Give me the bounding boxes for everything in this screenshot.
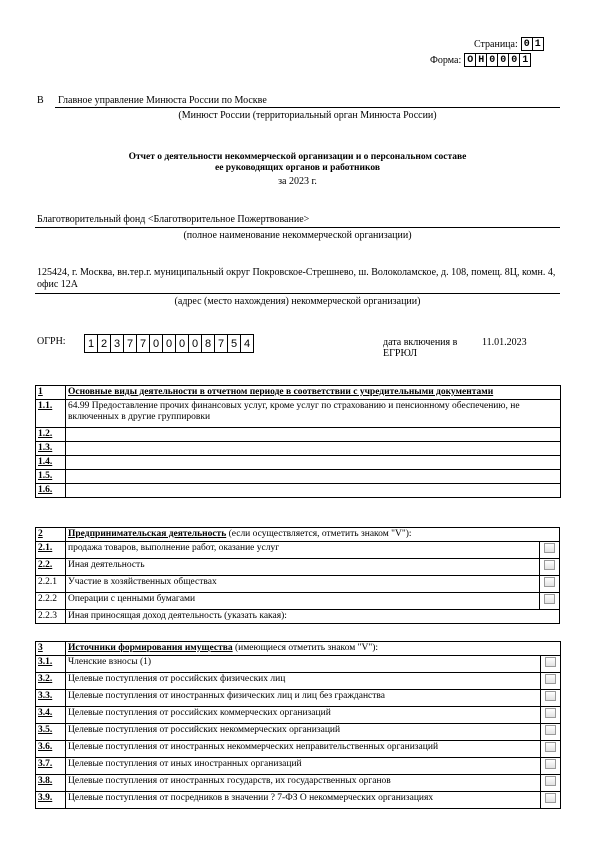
form-code-group [430, 53, 531, 67]
row-number: 2.1. [36, 542, 66, 559]
row-checkbox-cell [541, 656, 561, 673]
row-label[interactable]: Иная приносящая доход деятельность (указать какая): [66, 610, 560, 624]
checkbox[interactable] [544, 543, 555, 553]
section3-title: Источники формирования имущества [68, 643, 233, 653]
page-number-cell: 1 [532, 37, 544, 51]
section3-table [35, 641, 561, 809]
row-number: 1.3. [36, 442, 66, 456]
row-label: Участие в хозяйственных обществах [66, 576, 540, 593]
section1-number: 1 [36, 386, 66, 400]
row-number: 3.3. [36, 690, 66, 707]
row-label: Операции с ценными бумагами [66, 593, 540, 610]
ogrn-label: ОГРН: [37, 336, 66, 347]
section1-header-row [36, 386, 561, 400]
row-checkbox-cell [540, 559, 560, 576]
section3-row [36, 707, 561, 724]
row-number: 1.2. [36, 428, 66, 442]
ogrn-digit-cell: 0 [188, 334, 202, 353]
checkbox[interactable] [544, 577, 555, 587]
activity-text[interactable] [66, 442, 561, 456]
form-code-cell: Н [475, 53, 487, 67]
section3-row [36, 724, 561, 741]
checkbox[interactable] [545, 674, 556, 684]
row-checkbox-cell [541, 707, 561, 724]
section2-row [36, 576, 560, 593]
activity-text[interactable] [66, 484, 561, 498]
ogrn-digit-cell: 4 [240, 334, 254, 353]
row-checkbox-cell [541, 775, 561, 792]
checkbox[interactable] [544, 594, 555, 604]
section3-header-row [36, 642, 561, 656]
organization-name-underline [35, 227, 560, 228]
checkbox[interactable] [545, 742, 556, 752]
row-number: 1.5. [36, 470, 66, 484]
row-number: 1.1. [36, 400, 66, 428]
section2-header-row [36, 528, 560, 542]
ogrn-digit-cell: 3 [110, 334, 124, 353]
checkbox[interactable] [545, 657, 556, 667]
egrul-label: дата включения в ЕГРЮЛ [383, 337, 458, 359]
organization-address-underline [35, 293, 560, 294]
organization-name-caption: (полное наименование некоммерческой организации) [183, 230, 412, 241]
row-checkbox-cell [541, 724, 561, 741]
row-label: Целевые поступления от российских коммерческих организаций [66, 707, 541, 724]
section2-title: Предпринимательская деятельность [68, 529, 227, 539]
row-label: продажа товаров, выполнение работ, оказание услуг [66, 542, 540, 559]
recipient-caption: (Минюст России (территориальный орган Минюста России) [178, 110, 437, 121]
ogrn-digit-cell: 8 [201, 334, 215, 353]
ogrn-digit-cell: 7 [123, 334, 137, 353]
row-number: 3.2. [36, 673, 66, 690]
row-number: 3.5. [36, 724, 66, 741]
form-code-cell: 1 [519, 53, 531, 67]
section2-row [36, 559, 560, 576]
row-checkbox-cell [541, 741, 561, 758]
section3-row [36, 690, 561, 707]
form-label: Форма: [430, 54, 462, 66]
row-number: 3.7. [36, 758, 66, 775]
row-checkbox-cell [541, 792, 561, 809]
checkbox[interactable] [545, 776, 556, 786]
checkbox[interactable] [544, 560, 555, 570]
form-code-cells [465, 53, 531, 67]
organization-address: 125424, г. Москва, вн.тер.г. муниципальный округ Покровское-Стрешнево, ш. Волоколамское, д. 108, помещ. 8Ц, комн. 4, офис 12А [37, 267, 556, 290]
activity-text[interactable] [66, 456, 561, 470]
section1-row [36, 428, 561, 442]
organization-name: Благотворительный фонд <Благотворительное Пожертвование> [37, 214, 310, 225]
form-code-cell: 0 [508, 53, 520, 67]
row-checkbox-cell [541, 673, 561, 690]
activity-text[interactable] [66, 428, 561, 442]
ogrn-digit-cell: 7 [136, 334, 150, 353]
row-number: 3.8. [36, 775, 66, 792]
section1-row [36, 470, 561, 484]
section3-row [36, 758, 561, 775]
egrul-date: 11.01.2023 [482, 337, 527, 348]
ogrn-cells [85, 334, 254, 353]
section2-row [36, 593, 560, 610]
page-number-group [474, 37, 544, 51]
row-number: 1.4. [36, 456, 66, 470]
row-number: 3.6. [36, 741, 66, 758]
section3-row [36, 741, 561, 758]
form-code-cell: 0 [497, 53, 509, 67]
checkbox[interactable] [545, 725, 556, 735]
row-checkbox-cell [540, 593, 560, 610]
row-checkbox-cell [540, 576, 560, 593]
ogrn-digit-cell: 0 [175, 334, 189, 353]
row-number: 2.2.2 [36, 593, 66, 610]
activity-text[interactable] [66, 470, 561, 484]
ogrn-digit-cell: 2 [97, 334, 111, 353]
section1-row [36, 442, 561, 456]
row-number: 2.2.1 [36, 576, 66, 593]
section3-title-note: (имеющиеся отметить знаком "V"): [232, 643, 379, 653]
section1-row [36, 456, 561, 470]
ogrn-digit-cell: 0 [149, 334, 163, 353]
activity-text[interactable]: 64.99 Предоставление прочих финансовых услуг, кроме услуг по страхованию и пенсионному обеспечению, не включенных в другие группировки [66, 400, 561, 428]
section2-row [36, 542, 560, 559]
row-checkbox-cell [540, 542, 560, 559]
page-number-cell: 0 [521, 37, 533, 51]
row-checkbox-cell [541, 690, 561, 707]
row-label: Иная деятельность [66, 559, 540, 576]
section1-row [36, 484, 561, 498]
row-label: Целевые поступления от российских некоммерческих организаций [66, 724, 541, 741]
section3-row [36, 792, 561, 809]
section1-table [35, 385, 561, 498]
recipient-prefix: В [37, 95, 44, 106]
ogrn-digit-cell: 5 [227, 334, 241, 353]
section3-row [36, 656, 561, 673]
section3-row [36, 673, 561, 690]
section2-number: 2 [36, 528, 66, 542]
row-label: Целевые поступления от иностранных государств, их государственных органов [66, 775, 541, 792]
section2-title-note: (если осуществляется, отметить знаком "V"): [226, 529, 412, 539]
ogrn-digit-cell: 1 [84, 334, 98, 353]
checkbox[interactable] [545, 759, 556, 769]
row-number: 2.2. [36, 559, 66, 576]
section1-title: Основные виды деятельности в отчетном периоде в соответствии с учредительными документами [66, 386, 561, 400]
report-period: за 2023 г. [278, 176, 317, 187]
checkbox[interactable] [545, 708, 556, 718]
section3-row [36, 775, 561, 792]
section2-table [35, 527, 560, 624]
organization-address-caption: (адрес (место нахождения) некоммерческой организации) [174, 296, 421, 307]
page-number-cells [522, 37, 544, 51]
row-number: 3.4. [36, 707, 66, 724]
row-label: Членские взносы (1) [66, 656, 541, 673]
row-checkbox-cell [541, 758, 561, 775]
row-number: 1.6. [36, 484, 66, 498]
recipient-underline [55, 107, 560, 108]
row-number: 3.9. [36, 792, 66, 809]
form-code-cell: О [464, 53, 476, 67]
ogrn-digit-cell: 7 [214, 334, 228, 353]
checkbox[interactable] [545, 691, 556, 701]
row-label: Целевые поступления от иностранных некоммерческих неправительственных организаций [66, 741, 541, 758]
row-number: 3.1. [36, 656, 66, 673]
row-number: 2.2.3 [36, 610, 66, 624]
row-label: Целевые поступления от российских физических лиц [66, 673, 541, 690]
report-title-line1: Отчет о деятельности некоммерческой организации и о персональном составе [128, 152, 467, 162]
report-title-line2: ее руководящих органов и работников [214, 163, 380, 173]
row-label: Целевые поступления от иностранных физических лиц и лиц без гражданства [66, 690, 541, 707]
section2-row [36, 610, 560, 624]
row-label: Целевые поступления от посредников в значении ? 7-ФЗ О некоммерческих организациях [66, 792, 541, 809]
page-label: Страница: [474, 38, 518, 50]
recipient-name: Главное управление Минюста России по Москве [58, 95, 267, 106]
form-code-cell: 0 [486, 53, 498, 67]
ogrn-digit-cell: 0 [162, 334, 176, 353]
row-label: Целевые поступления от иных иностранных организаций [66, 758, 541, 775]
section3-number: 3 [36, 642, 66, 656]
checkbox[interactable] [545, 793, 556, 803]
section1-row [36, 400, 561, 428]
